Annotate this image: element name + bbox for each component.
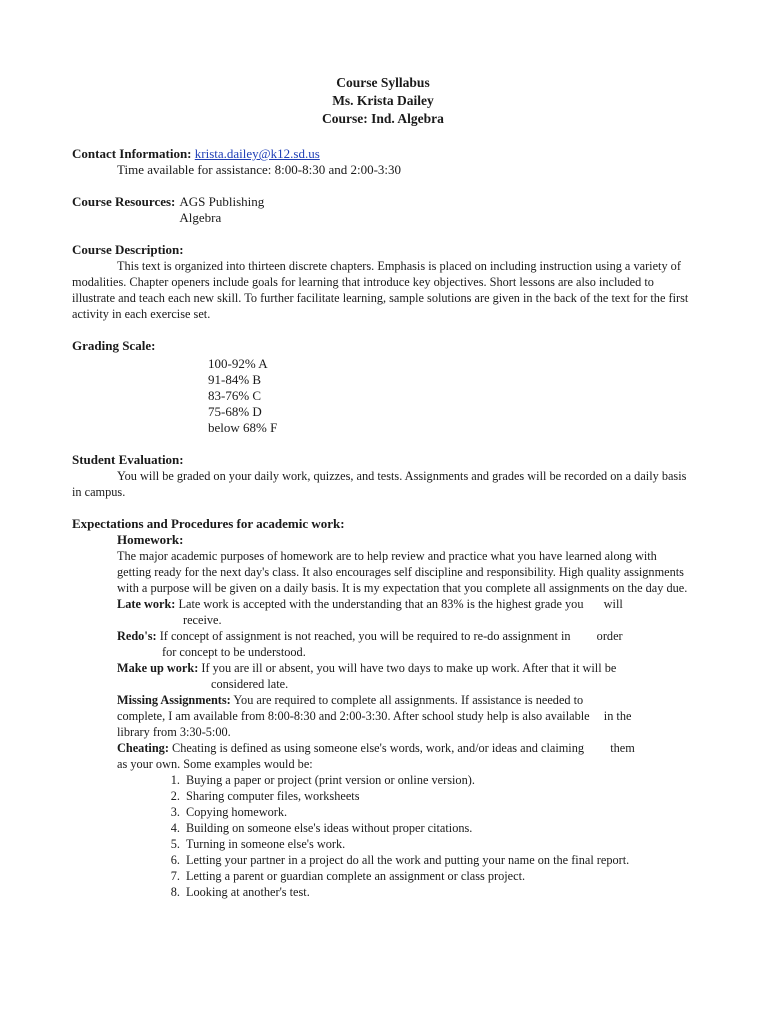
redo-text-cont: order [596, 629, 623, 643]
missing-text: You are required to complete all assignments. If assistance is needed to [233, 693, 584, 707]
cheating-examples-list [117, 772, 694, 900]
email-link[interactable]: krista.dailey@k12.sd.us [194, 146, 320, 161]
redo-label: Redo's: [117, 629, 157, 643]
list-number: 2. [170, 789, 180, 803]
list-text: Turning in someone else's work. [186, 837, 346, 851]
contact-label: Contact Information: [72, 146, 192, 161]
list-item [162, 852, 694, 868]
cheating-text: Cheating is defined as using someone else's words, work, and/or ideas and claiming [172, 741, 585, 755]
resources-publisher: AGS Publishing [179, 194, 265, 209]
late-work-text: Late work is accepted with the understanding that an 83% is the highest grade you [178, 597, 584, 611]
list-text: Building on someone else's ideas without proper citations. [186, 821, 473, 835]
teacher-name: Ms. Krista Dailey [332, 93, 434, 108]
list-item [162, 884, 694, 900]
list-text: Buying a paper or project (print version or online version). [186, 773, 475, 787]
grade-item: 75-68% D [208, 404, 262, 419]
list-number: 7. [170, 869, 180, 883]
cheating-text-end: as your own. Some examples would be: [117, 757, 313, 771]
list-item [162, 788, 694, 804]
resources-label: Course Resources: [72, 194, 176, 209]
list-number: 4. [170, 821, 180, 835]
list-item [162, 868, 694, 884]
missing-text-3: in the [603, 709, 632, 723]
late-work-text-end: receive. [183, 613, 222, 627]
list-text: Looking at another's test. [186, 885, 310, 899]
grading-list [72, 356, 694, 436]
list-item [162, 772, 694, 788]
list-text: Letting a parent or guardian complete an assignment or class project. [186, 869, 526, 883]
late-work-label: Late work: [117, 597, 176, 611]
document-title: Course Syllabus [336, 75, 430, 90]
list-number: 8. [170, 885, 180, 899]
grade-item: below 68% F [208, 420, 278, 435]
grade-item: 100-92% A [208, 356, 268, 371]
list-text: Letting your partner in a project do all the work and putting your name on the final report. [186, 853, 630, 867]
list-item [162, 804, 694, 820]
grade-item: 83-76% C [208, 388, 262, 403]
list-number: 3. [170, 805, 180, 819]
document-header [72, 74, 694, 128]
grade-item: 91-84% B [208, 372, 262, 387]
list-text: Sharing computer files, worksheets [186, 789, 360, 803]
description-section [72, 242, 694, 322]
late-work-text-cont: will [603, 597, 623, 611]
contact-section [72, 146, 694, 178]
description-text: This text is organized into thirteen discrete chapters. Emphasis is placed on including instruction using a variety of modalities. Chapter openers include goals for learning that introduce key objectives. Short lessons are also included to illustrate and teach each new skill. To further facilitate learning, sample solutions are given in the back of the text for the first activity in each exercise set. [72, 259, 689, 321]
list-text: Copying homework. [186, 805, 288, 819]
list-number: 1. [170, 773, 180, 787]
course-name: Course: Ind. Algebra [322, 111, 444, 126]
makeup-text: If you are ill or absent, you will have two days to make up work. After that it will be [201, 661, 617, 675]
syllabus-page [72, 74, 694, 900]
makeup-label: Make up work: [117, 661, 199, 675]
list-item [162, 820, 694, 836]
expectations-label: Expectations and Procedures for academic work: [72, 516, 345, 531]
list-item [162, 836, 694, 852]
evaluation-section [72, 452, 694, 500]
resources-book: Algebra [179, 210, 222, 225]
cheating-text-cont: them [610, 741, 635, 755]
cheating-label: Cheating: [117, 741, 169, 755]
list-number: 6. [170, 853, 180, 867]
evaluation-label: Student Evaluation: [72, 452, 184, 467]
makeup-text-end: considered late. [211, 677, 289, 691]
homework-label: Homework: [117, 532, 184, 547]
availability-text: Time available for assistance: 8:00-8:30 and 2:00-3:30 [117, 162, 402, 177]
homework-text: The major academic purposes of homework are to help review and practice what you have learned along with getting ready for the next day's class. It also encourages self discipline and responsibility. High quality assignments with a purpose will be given on a daily basis. It is my expectation that you complete all assignments on the day due. [117, 549, 688, 595]
redo-text: If concept of assignment is not reached, you will be required to re-do assignment in [159, 629, 571, 643]
redo-text-end: for concept to be understood. [162, 645, 306, 659]
resources-section [72, 194, 694, 226]
missing-text-4: library from 3:30-5:00. [117, 725, 231, 739]
missing-assignments-label: Missing Assignments: [117, 693, 231, 707]
grading-label: Grading Scale: [72, 338, 156, 353]
evaluation-text: You will be graded on your daily work, quizzes, and tests. Assignments and grades will be recorded on a daily basis in campus. [72, 469, 687, 499]
expectations-section [72, 516, 694, 900]
description-label: Course Description: [72, 242, 184, 257]
grading-section [72, 338, 694, 436]
list-number: 5. [170, 837, 180, 851]
missing-text-2: complete, I am available from 8:00-8:30 and 2:00-3:30. After school study help is also available [117, 709, 590, 723]
